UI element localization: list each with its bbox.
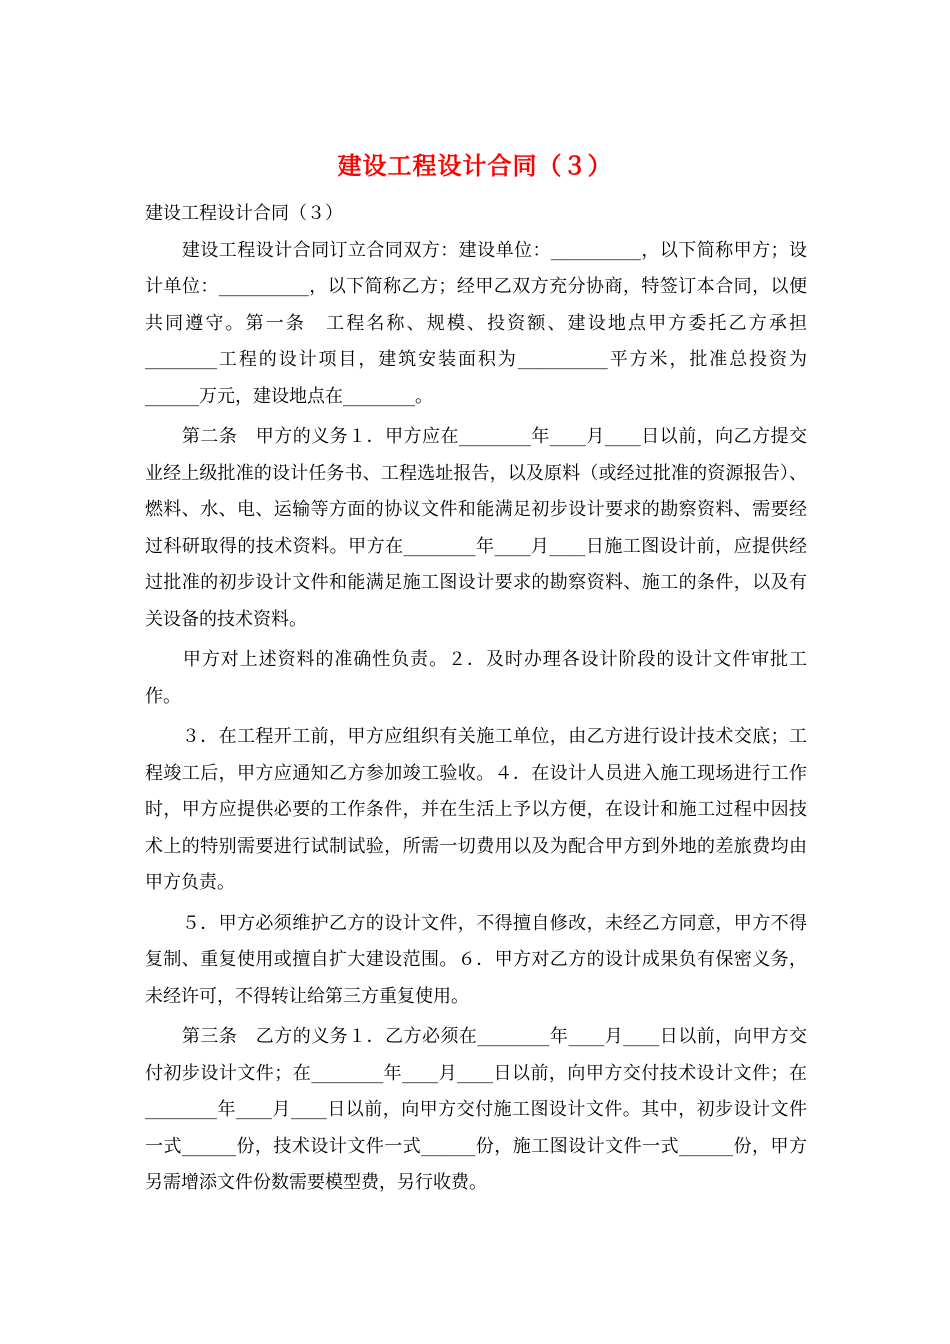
document-body: [145, 196, 807, 1206]
paragraph-intro: 建设工程设计合同订立合同双方：建设单位：__________，以下简称甲方；设计单位：__________，以下简称乙方；经甲乙双方充分协商，特签订本合同，以便共同遵守。第一条 工程名称、规模、投资额、建设地点甲方委托乙方承担________工程的设计项目，建筑安装面积为__________平方米，批准总投资为______万元，建设地点在________。: [145, 239, 807, 407]
paragraph-article-2-item-2: 甲方对上述资料的准确性负责。２．及时办理各设计阶段的设计文件审批工作。: [145, 649, 807, 707]
paragraph-article-3: 第三条 乙方的义务１．乙方必须在________年____月____日以前，向甲方交付初步设计文件；在________年____月____日以前，向甲方交付技术设计文件；在________年____月____日以前，向甲方交付施工图设计文件。其中，初步设计文件一式______份，技术设计文件一式______份，施工图设计文件一式______份，甲方另需增添文件份数需要模型费，另行收费。: [145, 1026, 807, 1193]
paragraph-article-2-items-5-6: ５．甲方必须维护乙方的设计文件，不得擅自修改，未经乙方同意，甲方不得复制、重复使用或擅自扩大建设范围。６．甲方对乙方的设计成果负有保密义务，未经许可，不得转让给第三方重复使用。: [145, 912, 807, 1007]
paragraph-article-2-items-3-4: ３．在工程开工前，甲方应组织有关施工单位，由乙方进行设计技术交底；工程竣工后，甲方应通知乙方参加竣工验收。４．在设计人员进入施工现场进行工作时，甲方应提供必要的工作条件，并在生活上予以方便，在设计和施工过程中因技术上的特别需要进行试制试验，所需一切费用以及为配合甲方到外地的差旅费均由甲方负责。: [145, 726, 807, 893]
document-title: 建设工程设计合同（３）: [337, 151, 613, 180]
document-subtitle: 建设工程设计合同（３）: [145, 203, 343, 224]
paragraph-article-2: 第二条 甲方的义务１．甲方应在________年____月____日以前，向乙方提交业经上级批准的设计任务书、工程选址报告，以及原料（或经过批准的资源报告）、燃料、水、电、运输等方面的协议文件和能满足初步设计要求的勘察资料、需要经过科研取得的技术资料。甲方在________年____月____日施工图设计前，应提供经过批准的初步设计文件和能满足施工图设计要求的勘察资料、施工的条件，以及有关设备的技术资料。: [145, 426, 807, 630]
